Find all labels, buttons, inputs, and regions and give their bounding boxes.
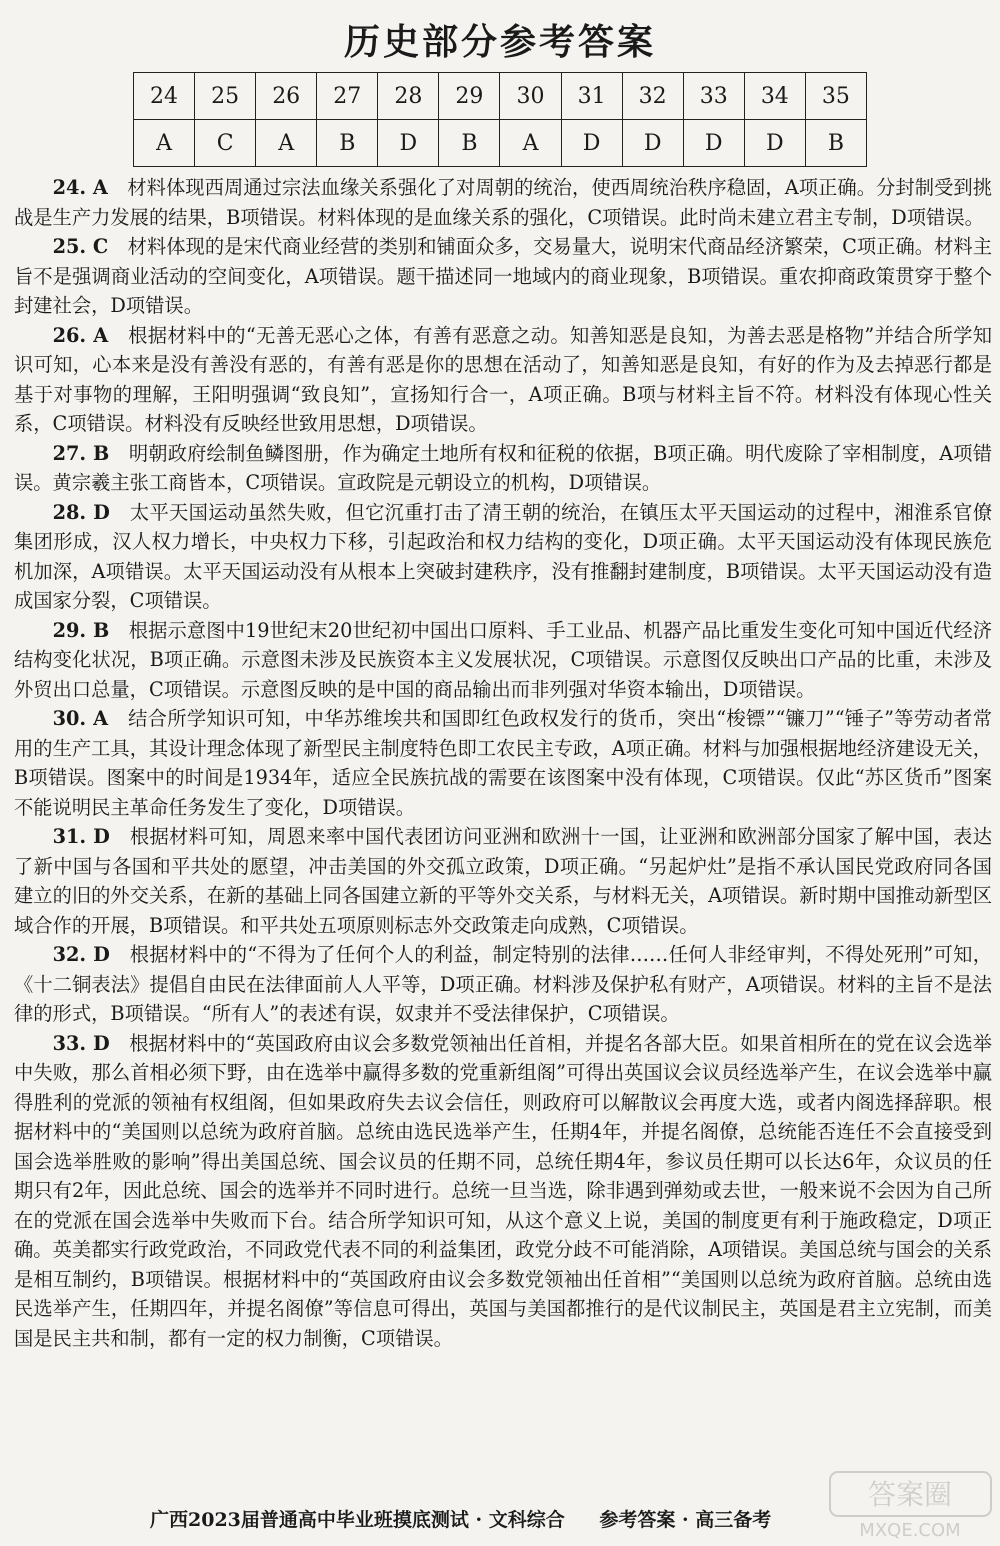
explanation-number: 25. C	[52, 235, 109, 258]
watermark-url: MXQE.COM	[859, 1520, 961, 1541]
explanations	[14, 173, 992, 1353]
answer-letter: A	[500, 120, 561, 167]
question-number: 30	[500, 73, 561, 120]
answer-letter: B	[439, 120, 500, 167]
question-number: 25	[195, 73, 256, 120]
question-number: 34	[744, 73, 805, 120]
explanation-number: 31. D	[52, 825, 110, 848]
explanation-paragraph	[14, 1029, 992, 1354]
explanation-number: 24. A	[52, 176, 108, 199]
explanation-number: 28. D	[52, 500, 110, 524]
footer-exam-name: 广西2023届普通高中毕业班摸底测试 · 文科综合	[150, 1509, 565, 1531]
explanation-number: 26. A	[52, 323, 109, 347]
page-footer	[150, 1505, 910, 1532]
question-number: 27	[317, 73, 378, 120]
answer-letter: B	[805, 120, 866, 167]
explanation-number: 30. A	[52, 707, 109, 730]
answer-letter: D	[561, 120, 622, 167]
question-number: 24	[134, 73, 195, 120]
explanation-paragraph	[14, 321, 992, 439]
explanation-text: 材料体现西周通过宗法血缘关系强化了对周朝的统治，使西周统治秩序稳固，A项正确。分封制受到挑战是生产力发展的结果，B项错误。材料体现的是血缘关系的强化，C项错误。此时尚未建立君主专制，D项错误。	[14, 176, 993, 229]
explanation-text: 根据材料可知，周恩来率中国代表团访问亚洲和欧洲十一国，让亚洲和欧洲部分国家了解中国，表达了新中国与各国和平共处的愿望，冲击美国的外交孤立政策，D项正确。“另起炉灶”是指不承认国民党政府同各国建立的旧的外交关系，在新的基础上同各国建立新的平等外交关系，与材料无关，A项错误。新时期中国推动新型区域合作的开展，B项错误。和平共处五项原则标志外交政策走向成熟，C项错误。	[14, 825, 993, 937]
explanation-paragraph	[14, 498, 992, 616]
question-number: 29	[439, 73, 500, 120]
explanation-text: 根据材料中的“无善无恶心之体，有善有恶意之动。知善知恶是良知，为善去恶是格物”并结合所学知识可知，心本来是没有善没有恶的，有善有恶是你的思想在活动了，知善知恶是良知，有好的作为及去掉恶行都是基于对事物的理解，王阳明强调“致良知”，宣扬知行合一，A项正确。B项与材料主旨不符。材料没有体现心性关系，C项错误。材料没有反映经世致用思想，D项错误。	[14, 323, 992, 435]
explanation-number: 33. D	[52, 1031, 110, 1055]
explanation-paragraph	[14, 616, 992, 705]
answer-table-answer-row	[134, 120, 867, 167]
explanation-paragraph	[14, 232, 992, 321]
explanation-text: 根据示意图中19世纪末20世纪初中国出口原料、手工业品、机器产品比重发生变化可知中国近代经济结构变化状况，B项正确。示意图未涉及民族资本主义发展状况，C项错误。示意图仅反映出口产品的比重，未涉及外贸出口总量，C项错误。示意图反映的是中国的商品输出而非列强对华资本输出，D项错误。	[14, 618, 992, 701]
question-number: 33	[683, 73, 744, 120]
answer-letter: D	[683, 120, 744, 167]
footer-answer-label: 参考答案 · 高三备考	[599, 1509, 772, 1531]
watermark-text: 答案圈	[867, 1478, 953, 1511]
answer-letter: D	[378, 120, 439, 167]
answer-letter: C	[195, 120, 256, 167]
explanation-text: 结合所学知识可知，中华苏维埃共和国即红色政权发行的货币，突出“梭镖”“镰刀”“锤子”等劳动者常用的生产工具，其设计理念体现了新型民主制度特色即工农民主专政，A项正确。材料与加强根据地经济建设无关，B项错误。图案中的时间是1934年，适应全民族抗战的需要在该图案中没有体现，C项错误。仅此“苏区货币”图案不能说明民主革命任务发生了变化，D项错误。	[14, 707, 993, 819]
explanation-paragraph	[14, 704, 992, 822]
watermark-logo	[828, 1470, 993, 1542]
answer-table-number-row	[134, 73, 867, 120]
explanation-text: 根据材料中的“不得为了任何个人的利益，制定特别的法律……任何人非经审判，不得处死刑”可知，《十二铜表法》提倡自由民在法律面前人人平等，D项正确。材料涉及保护私有财产，A项错误。材料的主旨不是法律的形式，B项错误。“所有人”的表述有误，奴隶并不受法律保护，C项错误。	[14, 943, 992, 1025]
explanation-paragraph	[14, 439, 992, 498]
explanation-text: 明朝政府绘制鱼鳞图册，作为确定土地所有权和征税的依据，B项正确。明代废除了宰相制度，A项错误。黄宗羲主张工商皆本，C项错误。宣政院是元朝设立的机构，D项错误。	[14, 441, 993, 494]
answer-letter: A	[256, 120, 317, 167]
answer-letter: B	[317, 120, 378, 167]
answer-letter: A	[134, 120, 195, 167]
answer-table	[133, 72, 867, 167]
explanation-text: 太平天国运动虽然失败，但它沉重打击了清王朝的统治，在镇压太平天国运动的过程中，湘淮系官僚集团形成，汉人权力增长，中央权力下移，引起政治和权力结构的变化，D项正确。太平天国运动没有体现民族危机加深，A项错误。太平天国运动没有从根本上突破封建秩序，没有推翻封建制度，B项错误。太平天国运动没有造成国家分裂，C项错误。	[14, 500, 993, 612]
explanation-paragraph	[14, 940, 992, 1029]
question-number: 32	[622, 73, 683, 120]
question-number: 28	[378, 73, 439, 120]
answer-letter: D	[622, 120, 683, 167]
answer-letter: D	[744, 120, 805, 167]
question-number: 35	[805, 73, 866, 120]
page-title: 历史部分参考答案	[343, 22, 656, 63]
explanation-number: 27. B	[52, 441, 110, 465]
question-number: 31	[561, 73, 622, 120]
question-number: 26	[256, 73, 317, 120]
explanation-paragraph	[14, 173, 992, 232]
explanation-text: 根据材料中的“英国政府由议会多数党领袖出任首相，并提名各部大臣。如果首相所在的党在议会选举中失败，那么首相必须下野，由在选举中赢得多数的党重新组阁”可得出英国议会议员经选举产生，在议会选举中赢得胜利的党派的领袖有权组阁，但如果政府失去议会信任，则政府可以解散议会再度大选，或者内阁选择辞职。根据材料中的“美国则以总统为政府首脑。总统由选民选举产生，任期4年，并提名阁僚，总统能否连任不会直接受到国会选举胜败的影响”得出美国总统、国会议员的任期不同，总统任期4年，参议员任期可以长达6年，众议员的任期只有2年，因此总统、国会的选举并不同时进行。总统一旦当选，除非遇到弹劾或去世，一般来说不会因为自己所在的党派在国会选举中失败而下台。结合所学知识可知，从这个意义上说，美国的制度更有利于施政稳定，D项正确。英美都实行政党政治，不同政党代表不同的利益集团，政党分歧不可能消除，A项错误。美国总统与国会的关系是相互制约，B项错误。根据材料中的“英国政府由议会多数党领袖出任首相”“美国则以总统为政府首脑。总统由选民选举产生，任期四年，并提名阁僚”等信息可得出，英国与美国都推行的是代议制民主，英国是君主立宪制，而美国是民主共和制，都有一定的权力制衡，C项错误。	[14, 1031, 993, 1350]
explanation-text: 材料体现的是宋代商业经营的类别和铺面众多，交易量大，说明宋代商品经济繁荣，C项正确。材料主旨不是强调商业活动的空间变化，A项错误。题干描述同一地域内的商业现象，B项错误。重农抑商政策贯穿于整个封建社会，D项错误。	[14, 235, 993, 317]
explanation-number: 32. D	[52, 943, 110, 966]
explanation-number: 29. B	[52, 618, 110, 642]
explanation-paragraph	[14, 822, 992, 940]
